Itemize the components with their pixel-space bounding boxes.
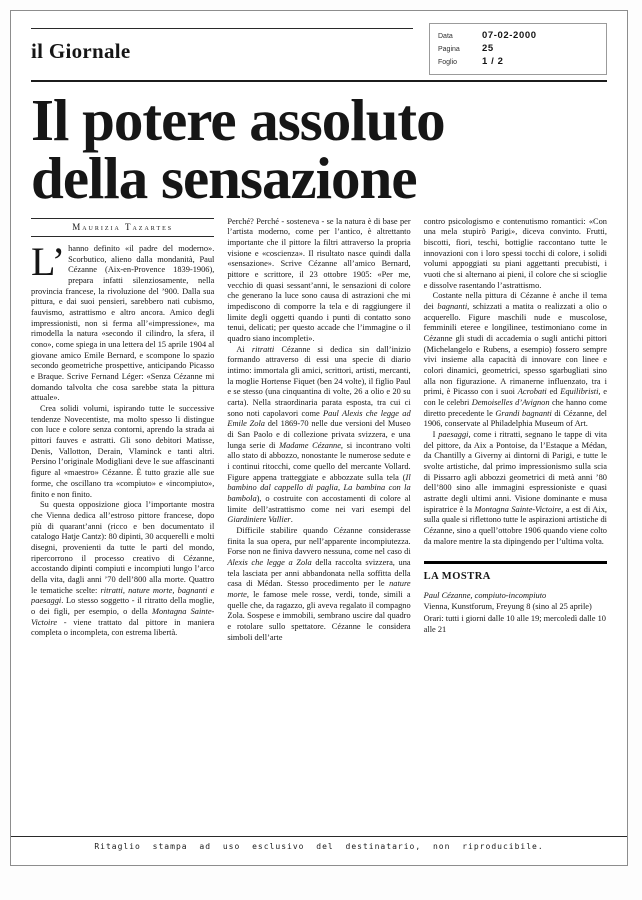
exhibition-venue: Vienna, Kunstforum, Freyung 8 (sino al 25 aprile)	[423, 602, 592, 612]
article-paragraph: Perché? Perché - sosteneva - se la natura è di base per l’artista moderno, come per l’antico, è altrettanto importante che il pittore la filtri attraverso la propria visione e «coscienza». Il risultato nasce quindi dalla «sensazione». Scrive Cézanne all’amico Bernard, pittore e scrittore, il 23 ottobre 1905: «Per me, vecchio di quasi sessant’anni, le sensazioni di colore che generano la luce sono causa di astrazioni che mi impediscono di comporre la tela e di raggiungere il limite degli oggetti quando i punti di contatto sono tenui, delicati; per questo accade che l’immagine o il quadro siano incompleti».	[227, 216, 411, 344]
article-body	[31, 217, 607, 829]
article-paragraph: contro psicologismo e contenutismo romantici: «Con una mela stupirò Parigi», diceva convinto. Frutti, biscotti, fiori, teschi, bottiglie raccontano tutte le innovazioni con i loro spessi tocchi di colore, i solidi volumi appoggiati su piani aggettanti precubisti, i vuoti che si alternano ai pieni, il colore che si scioglie e dissolve rasentando l’astrattismo.	[423, 216, 607, 290]
paragraph-text: hanno definito «il padre del moderno». Scorbutico, alieno dalla mondanità, Paul Cézanne (Aix-en-Provence 1839-1906), prepara infatti silenziosamente, nella provincia francese, la rivoluzione del ’900. Dalla sua pittura, e dai suoi pensieri, sarebbero nati cubismo, fauvismo, astrattismo e altro ancora. Amico degli impressionisti, non si ferma all’«impressione», ma rimodella la natura «secondo il cilindro, la sfera, il cono», come spiega in una lettera del 15 aprile 1904 al giovane amico Emile Bernard, e scompone lo spazio secondo geometriche prospettive, anticipando Picasso e Braque. Scrive Fernand Léger: «Senza Cézanne mi domando talvolta che cosa sarebbe stata la pittura attuale».	[31, 244, 215, 403]
article-paragraph: Difficile stabilire quando Cézanne considerasse finita la sua opera, pur nell’apparente incompiutezza. Forse non ne finiva davvero nessuna, come nel caso di Alexis che legge a Zola della raccolta svizzera, una tela lasciata per anni abbandonata nella soffitta della casa di Médan. Stesso procedimento per le nature morte, le famose mele rosse, verdi, tonde, simili a quelle che, da ragazzo, gli aveva regalato il compagno Zola. Sospese e immobili, sembrano uscire dal quadro e rotolare sullo spettatore. Cézanne le considera simboli dell’arte	[227, 526, 411, 642]
sheet-label: Foglio	[438, 59, 458, 66]
article-column-3	[424, 217, 607, 829]
drop-cap: L’	[31, 239, 66, 285]
masthead-area	[31, 28, 413, 64]
byline-name: Maurizia Tazartes	[72, 221, 174, 232]
page-value: 25	[482, 43, 494, 54]
article-paragraph	[31, 239, 215, 404]
sheet-value: 1 / 2	[482, 56, 504, 67]
exhibition-info-box	[424, 561, 607, 635]
date-value: 07-02-2000	[482, 30, 537, 41]
masthead: il Giornale	[31, 39, 131, 63]
info-row-page	[438, 43, 598, 54]
info-row-date	[438, 30, 598, 41]
article-paragraph: Su questa opposizione gioca l’importante mostra che Vienna dedica all’estroso pittore francese, dopo più di quarant’anni (ricco e ben documentato il catalogo Hatje Cantz): 80 dipinti, 30 acquerelli e molti disegni, provenienti da tutte le parti del mondo, ripercorrono il processo creativo di Cézanne, accostando dipinti compiuti e incompiuti lungo l’arco della vita, dagli anni ’70 dell’800 alla morte. Quattro le tematiche scelte: ritratti, nature morte, bagnanti e paesaggi. Lo stesso soggetto - il ritratto della moglie, o dei figli, per esempio, o della Montagna Sainte-Victoire - viene trattato dal pittore in maniera completa o incompleta, con estrema libertà.	[31, 500, 215, 638]
page-header	[31, 23, 607, 82]
byline	[31, 218, 214, 237]
article-paragraph: Costante nella pittura di Cézanne è anche il tema dei bagnanti, schizzati a matita o realizzati a olio o acquerello. Figure maschili nude e muscolose, femminili eteree e longilinee, testimoniano come in Cézanne gli studi di accademia o sugli antichi pittori (Michelangelo e Rubens, a esempio) fossero sempre vivi insieme alla capacità di innovare con linee e colori dinamici, geometrici, spesso sgarbugliati sino alla non figurazione. A rimanerne influenzato, tra i primi, è Picasso con i suoi Acrobati ed Equilibristi, e con le celebri Demoiselles d’Avignon che hanno come diretto precedente le Grandi bagnanti di Cézanne, del 1906, conservate al Philadelphia Museum of Art.	[423, 291, 607, 429]
info-row-sheet	[438, 56, 598, 67]
newspaper-clipping-sheet	[10, 10, 628, 866]
exhibition-heading: LA MOSTRA	[423, 571, 491, 583]
article-headline	[31, 87, 607, 211]
headline-line-2: della sensazione	[31, 144, 417, 211]
article-paragraph: Crea solidi volumi, ispirando tutte le successive tendenze Novecentiste, ma molto spesso li distingue con luce e colore senza contorni, aprendo la strada ai pittori fauves e astratti. Gli sono debitori Matisse, Denis, Vallotton, Derain, Vlaminck e tanti altri. Persino l’originale Modigliani deve le sue affascinanti figure al «maestro» Cézanne. È tutto grazie alle sue forme, che oscillano tra «compiuto» e «incompiuto», finito e non finito.	[31, 404, 215, 499]
article-column-1	[31, 217, 214, 829]
article-paragraph: I paesaggi, come i ritratti, segnano le tappe di vita del pittore, da Aix a Pontoise, da l’Estaque a Médan, da Chantilly a Giverny ai dintorni di Parigi, e tutte le svolte artistiche, dal primo impressionismo sulla scia di Pissarro agli abbozzi geometrici di metà anni ’80 dell’800 sino alle immagini espressioniste e quasi astratte degli ultimi anni. Visione dominante e musa ispiratrice è la Montagna Sainte-Victoire, a est di Aix, sulla quale si riflettono tutte le aspirazioni artistiche di Cézanne, sino a quell’ottobre 1906 quando viene colto da malore mentre la sta dipingendo per l’ultima volta.	[423, 430, 607, 546]
headline-line-1: Il potere assoluto	[31, 87, 445, 153]
exhibition-hours: Orari: tutti i giorni dalle 10 alle 19; mercoledì dalle 10 alle 21	[423, 614, 606, 634]
exhibition-title: Paul Cézanne, compiuto-incompiuto	[423, 590, 547, 600]
article-column-2	[227, 217, 410, 829]
clipping-disclaimer: Ritaglio stampa ad uso esclusivo del destinatario, non riproducibile.	[11, 836, 627, 865]
date-label: Data	[438, 33, 453, 40]
article-paragraph: Ai ritratti Cézanne si dedica sin dall’inizio formando attraverso di essi una specie di diario intimo: immortala gli amici, scrittori, artisti, mercanti, la moglie Hortense Fiquet (ben 24 volte), il figlio Paul e se stesso (una cinquantina di volte, 26 a olio e 20 su carta). Nella straordinaria parata esposta, tra cui ci sono noti capolavori come Paul Alexis che legge ad Emile Zola del 1869-70 nelle due versioni del Museo di San Paolo e di collezione privata svizzera, e una lunga serie di Madame Cézanne, si incontrano volti allo stato di abbozzo, nonostante le numerose sedute e i continui ritocchi, come quello del mercante Vollard. Figure appena tratteggiate e abbozzate sulla tela (Il bambino dal cappello di paglia, La bambina con la bambola), o costruite con accostamenti di colore al limite dell’astrattismo come nei vari esempi del Giardiniere Vallier.	[227, 344, 411, 525]
page-label: Pagina	[438, 46, 460, 53]
clipping-info-box	[429, 23, 607, 75]
